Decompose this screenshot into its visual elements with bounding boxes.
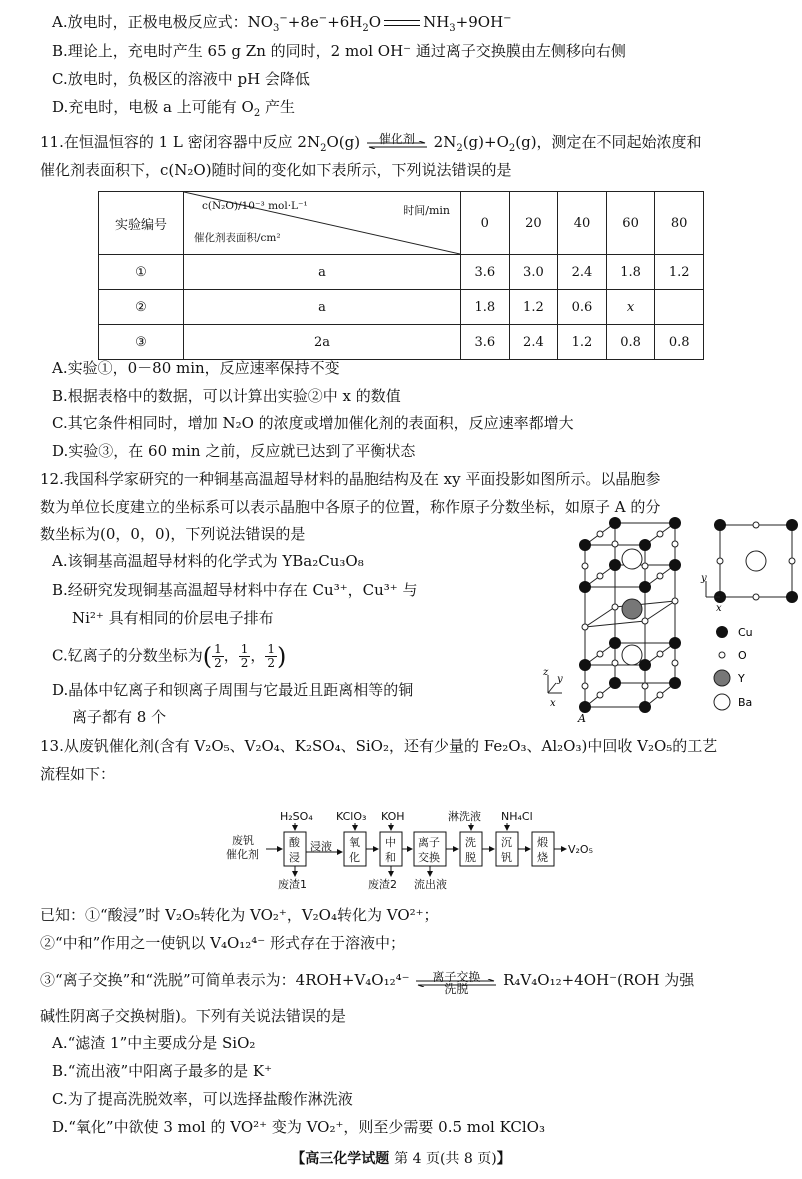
q10-option-b: B.理论上，充电时产生 65 g Zn 的同时，2 mol OH⁻ 通过离子交换膜由左侧移向右侧 — [52, 42, 626, 60]
equals-sign — [384, 20, 420, 26]
time-header: 20 — [509, 192, 558, 255]
table-header-id: 实验编号 — [99, 192, 184, 255]
q11-data-table — [98, 191, 704, 360]
time-header: 0 — [461, 192, 510, 255]
q12-option-b-line1: B.经研究发现铜基高温超导材料中存在 Cu³⁺，Cu³⁺ 与 — [52, 581, 418, 599]
time-header: 60 — [606, 192, 655, 255]
q13-option-a: A.“滤渣 1”中主要成分是 SiO₂ — [52, 1034, 256, 1052]
row-value: 0.8 — [606, 325, 655, 360]
row-value: 1.8 — [461, 290, 510, 325]
q12-option-b-line2: Ni²⁺ 具有相同的价层电子排布 — [72, 609, 274, 627]
flow-step: 氧 — [349, 836, 360, 849]
q12-stem-line3: 数坐标为(0，0，0)，下列说法错误的是 — [40, 525, 306, 543]
flow-step: 浸 — [289, 851, 300, 864]
row-area: a — [184, 255, 461, 290]
row-value: 0.6 — [558, 290, 607, 325]
q13-known-2: ②“中和”作用之一使钒以 V₄O₁₂⁴⁻ 形式存在于溶液中； — [40, 934, 405, 952]
q11-stem-line1: 11.在恒温恒容的 1 L 密闭容器中反应 $2N_2O(g)$ 催化剂 $2N_2(g)+O_2(g)$，测定在不同起始浓度和 — [40, 132, 702, 154]
footer-close: 】 — [496, 1151, 511, 1167]
flow-step: 中 — [385, 836, 396, 849]
flow-step: 化 — [349, 851, 360, 864]
flow-step: 酸 — [289, 836, 300, 849]
row-value: 1.2 — [509, 290, 558, 325]
crystal-cell-diagram — [540, 515, 802, 725]
header-area: 催化剂表面积/cm² — [194, 232, 281, 244]
legend-y: Y — [738, 672, 745, 685]
legend-cu: Cu — [738, 626, 753, 639]
axis-x-label: x — [550, 698, 556, 709]
flow-step: 钒 — [501, 851, 512, 864]
row-value: 1.2 — [558, 325, 607, 360]
q12-stem-line1: 12.我国科学家研究的一种铜基高温超导材料的晶胞结构及在 xy 平面投影如图所示。以晶胞参 — [40, 470, 661, 488]
q10-option-a: A.放电时，正极电极反应式：$NO_3^-+8e^-+6H_2O$ $NH_3+9OH^-$ — [52, 13, 512, 34]
q13-option-d: D.“氧化”中欲使 3 mol 的 VO²⁺ 变为 VO₂⁺，则至少需要 0.5 mol KClO₃ — [52, 1118, 545, 1136]
q12-option-c: C.钇离子的分数坐标为( $\frac{1}{2}$ ， $\frac{1}{2}$ ， $\frac{1}{2}$ ) — [52, 642, 287, 671]
flow-step: 煅 — [537, 836, 548, 849]
q13-option-c: C.为了提高洗脱效率，可以选择盐酸作淋洗液 — [52, 1090, 353, 1108]
q13-stem-line1: 13.从废钒催化剂(含有 V₂O₅、V₂O₄、K₂SO₄、SiO₂，还有少量的 Fe₂O₃、Al₂O₃)中回收 V₂O₅的工艺 — [40, 737, 718, 755]
proj-axis-x-label: x — [716, 603, 722, 614]
row-id: ① — [99, 255, 184, 290]
footer-title: 【高三化学试题 — [291, 1151, 390, 1167]
time-header: 40 — [558, 192, 607, 255]
row-area: 2a — [184, 325, 461, 360]
q13-option-b: B.“流出液”中阳离子最多的是 K⁺ — [52, 1062, 273, 1080]
footer-page-number: 第 4 页(共 8 页) — [394, 1151, 497, 1167]
row-value: 3.6 — [461, 255, 510, 290]
flow-step: 洗 — [465, 836, 476, 849]
row-id: ③ — [99, 325, 184, 360]
q11-option-d: D.实验③，在 60 min 之前，反应就已达到了平衡状态 — [52, 442, 416, 460]
q12-stem-line2: 数为单位长度建立的坐标系可以表示晶胞中各原子的位置，称作原子分数坐标，如原子 A 的分 — [40, 498, 661, 516]
q13-known-4: 碱性阴离子交换树脂)。下列有关说法错误的是 — [40, 1007, 346, 1025]
axis-z-label: z — [543, 667, 549, 678]
flow-step: 脱 — [465, 851, 476, 864]
q10-option-c: C.放电时，负极区的溶液中 pH 会降低 — [52, 70, 310, 88]
flow-step: 沉 — [501, 836, 512, 849]
row-id: ② — [99, 290, 184, 325]
legend-ba: Ba — [738, 696, 753, 709]
row-value — [655, 290, 704, 325]
row-value: 2.4 — [509, 325, 558, 360]
time-header: 80 — [655, 192, 704, 255]
flow-waste: 流出液 — [414, 878, 447, 890]
q11-option-c: C.其它条件相同时，增加 N₂O 的浓度或增加催化剂的表面积，反应速率都增大 — [52, 414, 574, 432]
q12-option-d-line1: D.晶体中钇离子和钡离子周围与它最近且距离相等的铜 — [52, 681, 414, 699]
row-value: 1.8 — [606, 255, 655, 290]
row-value: x — [606, 290, 655, 325]
q12-option-d-line2: 离子都有 8 个 — [72, 708, 167, 726]
q11-option-b: B.根据表格中的数据，可以计算出实验②中 x 的数值 — [52, 387, 401, 405]
page-footer — [0, 1148, 802, 1168]
reversible-arrow: 催化剂 — [365, 133, 429, 153]
row-area: a — [184, 290, 461, 325]
row-value: 2.4 — [558, 255, 607, 290]
flow-output: V₂O₅ — [568, 843, 594, 856]
row-value: 3.6 — [461, 325, 510, 360]
flow-intermediate: 浸液 — [310, 840, 332, 853]
flow-step: 和 — [385, 851, 396, 864]
flow-waste: 废渣1 — [278, 878, 307, 890]
flow-step: 烧 — [537, 851, 548, 864]
flow-step: 交换 — [418, 851, 440, 864]
table-header-diagonal — [184, 192, 461, 255]
flow-reagent: KClO₃ — [336, 810, 367, 823]
q10-option-d: D.充电时，电极 a 上可能有 $O_2$ 产生 — [52, 98, 295, 119]
q12-option-a: A.该铜基高温超导材料的化学式为 YBa₂Cu₃O₈ — [52, 552, 364, 570]
q13-stem-line2: 流程如下： — [40, 765, 116, 783]
row-value: 1.2 — [655, 255, 704, 290]
xy-projection — [700, 519, 798, 614]
row-value: 3.0 — [509, 255, 558, 290]
q11-stem-line2: 催化剂表面积下，c(N₂O)随时间的变化如下表所示，下列说法错误的是 — [40, 161, 512, 179]
axis-y-label: y — [557, 674, 563, 685]
reversible-arrow: 离子交换 洗脱 — [414, 971, 498, 991]
atom-legend — [714, 626, 753, 710]
table-row — [99, 290, 704, 325]
atom-a-label: A — [578, 712, 586, 725]
q13-known-1: 已知：①“酸浸”时 V₂O₅转化为 VO₂⁺，V₂O₄转化为 VO²⁺； — [40, 906, 439, 924]
header-time: 时间/min — [403, 204, 450, 217]
process-flow-diagram — [218, 808, 608, 890]
table-row — [99, 325, 704, 360]
flow-input: 废钒 — [232, 834, 254, 847]
flow-reagent: 淋洗液 — [448, 810, 481, 823]
header-concentration: c(N₂O)/10⁻³ mol·L⁻¹ — [202, 200, 308, 212]
flow-step: 离子 — [418, 836, 440, 849]
legend-o: O — [738, 649, 747, 662]
y-atom — [622, 599, 642, 619]
q13-known-3: ③“离子交换”和“洗脱”可简单表示为：4ROH+V₄O₁₂⁴⁻ 离子交换 洗脱 R₄V₄O₁₂+4OH⁻(ROH 为强 — [40, 970, 695, 996]
flow-input: 催化剂 — [226, 848, 259, 861]
flow-reagent: KOH — [381, 810, 405, 823]
flow-reagent: H₂SO₄ — [280, 810, 313, 823]
row-value: 0.8 — [655, 325, 704, 360]
flow-reagent: NH₄Cl — [501, 810, 533, 823]
flow-waste: 废渣2 — [368, 878, 397, 890]
proj-axis-y-label: y — [701, 573, 707, 584]
table-row — [99, 255, 704, 290]
q11-option-a: A.实验①，0－80 min，反应速率保持不变 — [52, 359, 340, 377]
